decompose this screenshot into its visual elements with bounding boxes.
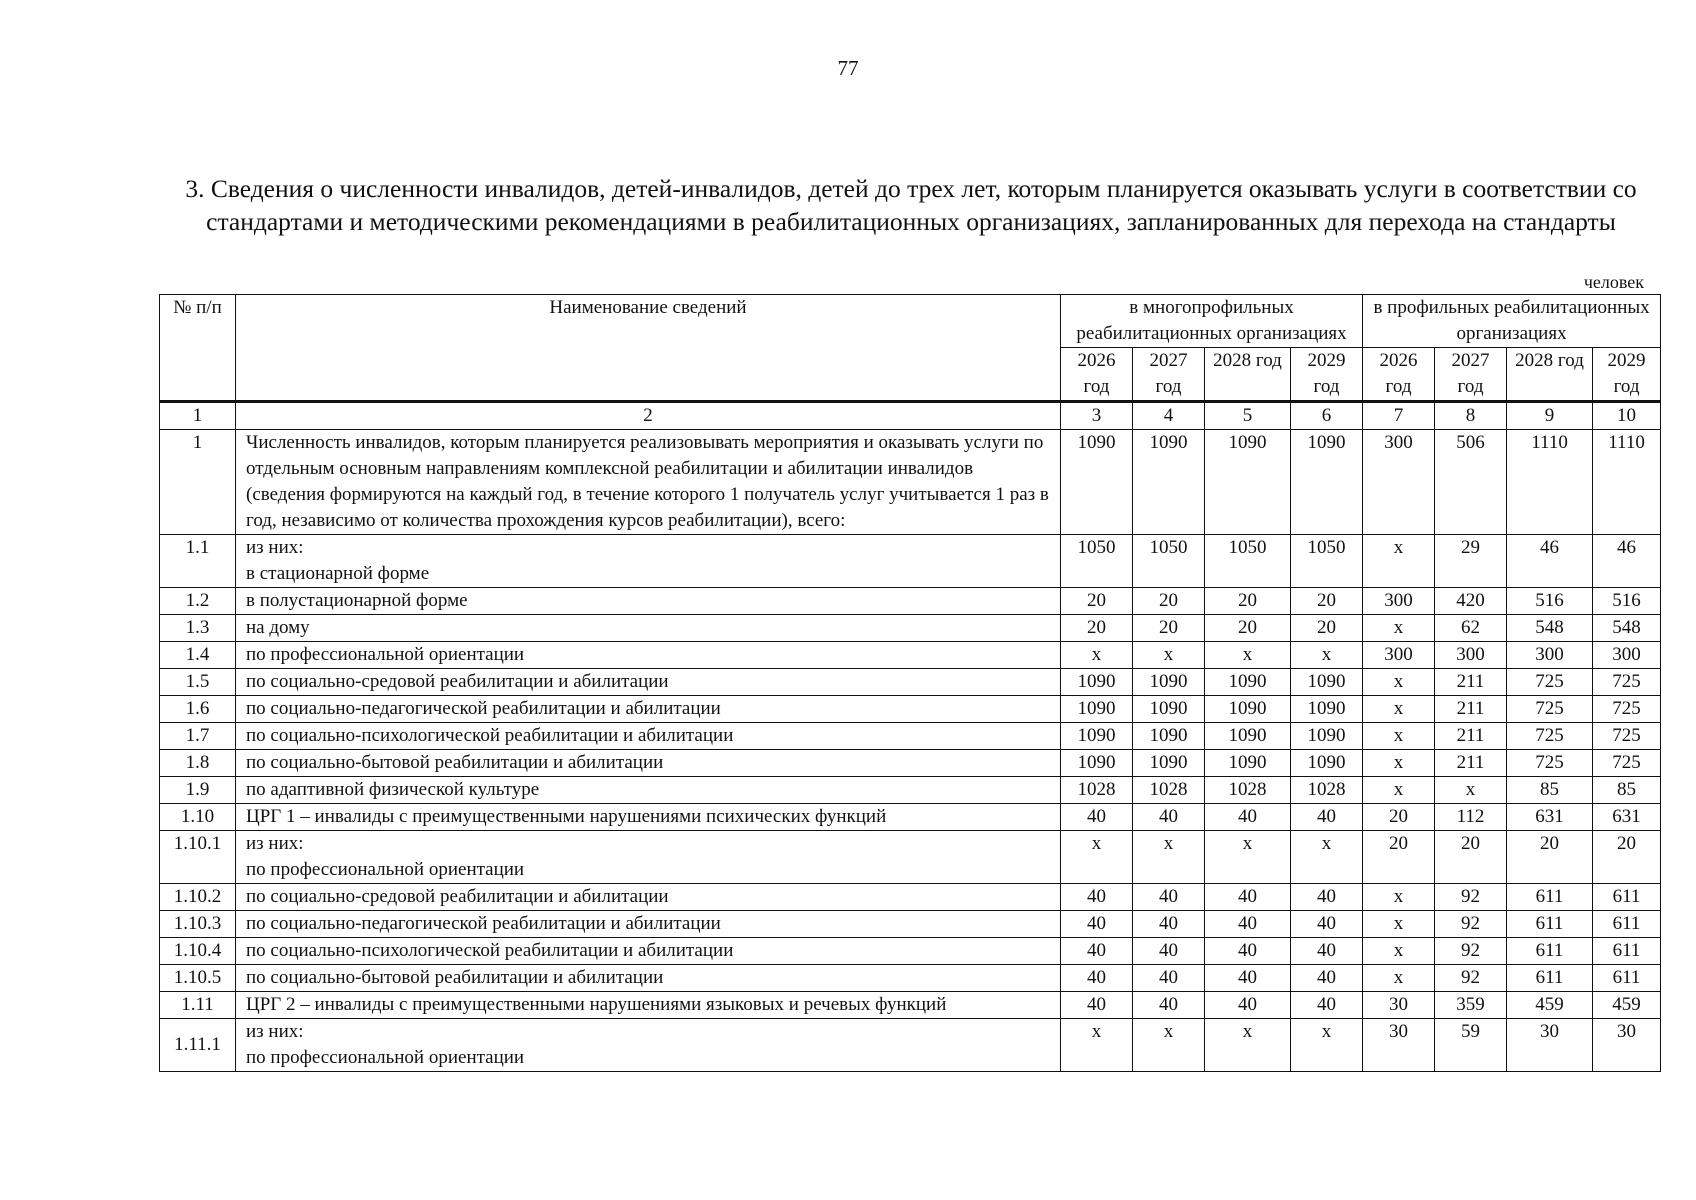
header-row-groups: [160, 295, 1661, 348]
value-cell: 20: [1061, 588, 1133, 615]
value-cell: 1090: [1205, 723, 1291, 750]
value-cell: 1090: [1061, 696, 1133, 723]
value-cell: 1090: [1205, 750, 1291, 777]
value-cell: х: [1205, 831, 1291, 884]
column-number: 9: [1507, 402, 1593, 430]
value-cell: 40: [1291, 911, 1363, 938]
header-num: № п/п: [160, 295, 236, 402]
row-name: [236, 1019, 1061, 1072]
value-cell: 725: [1593, 723, 1661, 750]
table-row: [160, 965, 1661, 992]
row-label: по социально-психологической реабилитации и абилитации: [246, 725, 734, 746]
value-cell: 1110: [1593, 430, 1661, 535]
table-row: [160, 777, 1661, 804]
value-cell: 611: [1593, 965, 1661, 992]
value-cell: 1050: [1061, 535, 1133, 588]
row-number: 1.4: [160, 642, 236, 669]
value-cell: 40: [1133, 965, 1205, 992]
table-row: [160, 938, 1661, 965]
value-cell: 85: [1507, 777, 1593, 804]
header-year: 2026 год: [1363, 348, 1435, 402]
value-cell: 40: [1205, 884, 1291, 911]
value-cell: х: [1133, 1019, 1205, 1072]
row-name: [236, 911, 1061, 938]
value-cell: 211: [1435, 696, 1507, 723]
value-cell: 20: [1291, 615, 1363, 642]
value-cell: 40: [1205, 965, 1291, 992]
value-cell: х: [1291, 642, 1363, 669]
value-cell: 40: [1205, 911, 1291, 938]
row-name: [236, 831, 1061, 884]
value-cell: 1090: [1061, 723, 1133, 750]
table-row: [160, 831, 1661, 884]
value-cell: 1050: [1205, 535, 1291, 588]
row-label: по социально-бытовой реабилитации и абилитации: [246, 967, 664, 988]
value-cell: 211: [1435, 723, 1507, 750]
value-cell: 548: [1593, 615, 1661, 642]
value-cell: 40: [1061, 992, 1133, 1019]
table-row: [160, 992, 1661, 1019]
value-cell: 1090: [1061, 750, 1133, 777]
row-name: [236, 588, 1061, 615]
row-number: 1.6: [160, 696, 236, 723]
table-row: [160, 696, 1661, 723]
value-cell: 725: [1593, 669, 1661, 696]
header-name: Наименование сведений: [236, 295, 1061, 402]
row-label: по адаптивной физической культуре: [246, 779, 540, 800]
value-cell: 1090: [1205, 430, 1291, 535]
row-label: в полустационарной форме: [246, 590, 468, 611]
row-number: 1.8: [160, 750, 236, 777]
value-cell: 20: [1507, 831, 1593, 884]
value-cell: 611: [1593, 938, 1661, 965]
value-cell: 211: [1435, 750, 1507, 777]
value-cell: 1050: [1133, 535, 1205, 588]
value-cell: 300: [1507, 642, 1593, 669]
value-cell: 1090: [1291, 696, 1363, 723]
value-cell: 20: [1593, 831, 1661, 884]
value-cell: 1050: [1291, 535, 1363, 588]
value-cell: х: [1061, 1019, 1133, 1072]
table-row: [160, 1019, 1661, 1072]
row-label: ЦРГ 1 – инвалиды с преимущественными нарушениями психических функций: [246, 806, 887, 827]
value-cell: х: [1363, 884, 1435, 911]
row-number: 1.10.1: [160, 831, 236, 884]
value-cell: 29: [1435, 535, 1507, 588]
value-cell: 611: [1593, 911, 1661, 938]
column-number: 4: [1133, 402, 1205, 430]
value-cell: х: [1363, 696, 1435, 723]
column-number: 3: [1061, 402, 1133, 430]
value-cell: х: [1061, 642, 1133, 669]
value-cell: 300: [1363, 642, 1435, 669]
value-cell: х: [1205, 1019, 1291, 1072]
value-cell: 300: [1593, 642, 1661, 669]
value-cell: 40: [1291, 938, 1363, 965]
row-label: по социально-педагогической реабилитации и абилитации: [246, 698, 721, 719]
row-name: [236, 750, 1061, 777]
value-cell: 1090: [1133, 669, 1205, 696]
value-cell: 112: [1435, 804, 1507, 831]
value-cell: 40: [1133, 992, 1205, 1019]
value-cell: 92: [1435, 911, 1507, 938]
value-cell: 40: [1061, 804, 1133, 831]
value-cell: 40: [1291, 884, 1363, 911]
table-row: [160, 884, 1661, 911]
value-cell: 30: [1363, 1019, 1435, 1072]
row-name: [236, 535, 1061, 588]
header-group-multiprofile: в многопрофильных реабилитационных организациях: [1061, 295, 1363, 348]
value-cell: 516: [1507, 588, 1593, 615]
value-cell: 46: [1593, 535, 1661, 588]
row-label: по профессиональной ориентации: [246, 1047, 525, 1068]
column-number: 10: [1593, 402, 1661, 430]
table-row: [160, 615, 1661, 642]
table-row: [160, 750, 1661, 777]
row-label: ЦРГ 2 – инвалиды с преимущественными нарушениями языковых и речевых функций: [246, 994, 947, 1015]
value-cell: 611: [1507, 911, 1593, 938]
row-number: 1.9: [160, 777, 236, 804]
table-row: [160, 642, 1661, 669]
row-name: [236, 777, 1061, 804]
value-cell: 20: [1133, 615, 1205, 642]
value-cell: 1028: [1133, 777, 1205, 804]
header-year: 2026 год: [1061, 348, 1133, 402]
row-number: 1.5: [160, 669, 236, 696]
value-cell: 631: [1593, 804, 1661, 831]
value-cell: 20: [1205, 615, 1291, 642]
value-cell: 92: [1435, 884, 1507, 911]
value-cell: 1090: [1291, 669, 1363, 696]
row-prefix: из них:: [246, 833, 304, 854]
value-cell: 40: [1133, 884, 1205, 911]
row-label: по социально-педагогической реабилитации и абилитации: [246, 913, 721, 934]
row-label: по социально-психологической реабилитации и абилитации: [246, 940, 734, 961]
value-cell: 1090: [1061, 430, 1133, 535]
column-number: 2: [236, 402, 1061, 430]
value-cell: 62: [1435, 615, 1507, 642]
value-cell: 40: [1133, 804, 1205, 831]
header-row-column-numbers: [160, 402, 1661, 430]
row-label: по профессиональной ориентации: [246, 859, 525, 880]
value-cell: 30: [1363, 992, 1435, 1019]
value-cell: 40: [1061, 884, 1133, 911]
value-cell: 40: [1205, 992, 1291, 1019]
value-cell: 725: [1593, 696, 1661, 723]
value-cell: 85: [1593, 777, 1661, 804]
value-cell: х: [1363, 535, 1435, 588]
row-name: [236, 615, 1061, 642]
value-cell: 725: [1507, 723, 1593, 750]
row-number: 1: [160, 430, 236, 535]
value-cell: 548: [1507, 615, 1593, 642]
value-cell: 40: [1133, 938, 1205, 965]
unit-label: человек: [1583, 272, 1644, 292]
value-cell: 300: [1363, 430, 1435, 535]
row-label: по социально-средовой реабилитации и абилитации: [246, 886, 669, 907]
column-number: 8: [1435, 402, 1507, 430]
value-cell: 1090: [1205, 696, 1291, 723]
value-cell: х: [1291, 1019, 1363, 1072]
value-cell: 40: [1291, 965, 1363, 992]
value-cell: 20: [1291, 588, 1363, 615]
document-title: 3. Сведения о численности инвалидов, детей-инвалидов, детей до трех лет, которым планируется оказывать услуги в соответствии со стандартами и методическими рекомендациями в реабилитационных организациях, запланированных для перехода на стандарты: [185, 174, 1637, 236]
value-cell: х: [1363, 911, 1435, 938]
value-cell: 40: [1061, 938, 1133, 965]
row-label: Численность инвалидов, которым планируется реализовывать мероприятия и оказывать услуги по отдельным основным направлениям комплексной реабилитации и абилитации инвалидов (сведения формируются на каждый год, в течение которого 1 получатель услуг учитывается 1 раз в год, независимо от количества прохождения курсов реабилитации), всего:: [246, 432, 1049, 531]
value-cell: 30: [1507, 1019, 1593, 1072]
row-label: по социально-бытовой реабилитации и абилитации: [246, 752, 664, 773]
row-number: 1.10.5: [160, 965, 236, 992]
header-year: 2029 год: [1593, 348, 1661, 402]
row-number: 1.3: [160, 615, 236, 642]
value-cell: 1090: [1133, 723, 1205, 750]
value-cell: х: [1363, 615, 1435, 642]
value-cell: 611: [1507, 965, 1593, 992]
value-cell: 516: [1593, 588, 1661, 615]
table-row: [160, 723, 1661, 750]
row-number: 1.10.3: [160, 911, 236, 938]
value-cell: 1028: [1061, 777, 1133, 804]
value-cell: 1028: [1291, 777, 1363, 804]
row-name: [236, 696, 1061, 723]
row-prefix: из них:: [246, 537, 304, 558]
row-label: по социально-средовой реабилитации и абилитации: [246, 671, 669, 692]
column-number: 1: [160, 402, 236, 430]
value-cell: 1090: [1133, 750, 1205, 777]
value-cell: 611: [1507, 938, 1593, 965]
data-table: [159, 294, 1661, 1072]
value-cell: 420: [1435, 588, 1507, 615]
value-cell: 725: [1507, 750, 1593, 777]
row-label: по профессиональной ориентации: [246, 644, 525, 665]
row-number: 1.7: [160, 723, 236, 750]
value-cell: х: [1363, 777, 1435, 804]
value-cell: 20: [1133, 588, 1205, 615]
value-cell: 40: [1205, 804, 1291, 831]
value-cell: 359: [1435, 992, 1507, 1019]
header-year: 2028 год: [1507, 348, 1593, 402]
value-cell: 1090: [1061, 669, 1133, 696]
value-cell: 611: [1507, 884, 1593, 911]
value-cell: 20: [1363, 804, 1435, 831]
row-name: [236, 992, 1061, 1019]
value-cell: 40: [1291, 992, 1363, 1019]
value-cell: 1028: [1205, 777, 1291, 804]
value-cell: 92: [1435, 938, 1507, 965]
column-number: 5: [1205, 402, 1291, 430]
value-cell: х: [1133, 642, 1205, 669]
row-label: в стационарной форме: [246, 563, 430, 584]
value-cell: 725: [1507, 669, 1593, 696]
value-cell: 1110: [1507, 430, 1593, 535]
row-number: 1.11.1: [160, 1019, 236, 1072]
row-name: [236, 938, 1061, 965]
value-cell: х: [1205, 642, 1291, 669]
table-row: [160, 535, 1661, 588]
value-cell: 631: [1507, 804, 1593, 831]
row-number: 1.11: [160, 992, 236, 1019]
row-name: [236, 669, 1061, 696]
value-cell: 59: [1435, 1019, 1507, 1072]
value-cell: 40: [1061, 911, 1133, 938]
header-year: 2029 год: [1291, 348, 1363, 402]
row-name: [236, 430, 1061, 535]
row-label: на дому: [246, 617, 310, 638]
row-number: 1.10: [160, 804, 236, 831]
value-cell: 1090: [1133, 696, 1205, 723]
header-year: 2027 год: [1435, 348, 1507, 402]
value-cell: 40: [1291, 804, 1363, 831]
value-cell: х: [1435, 777, 1507, 804]
value-cell: 20: [1363, 831, 1435, 884]
value-cell: 20: [1435, 831, 1507, 884]
value-cell: 506: [1435, 430, 1507, 535]
value-cell: 20: [1205, 588, 1291, 615]
table-row: [160, 430, 1661, 535]
value-cell: 725: [1507, 696, 1593, 723]
row-name: [236, 723, 1061, 750]
table-row: [160, 588, 1661, 615]
row-number: 1.2: [160, 588, 236, 615]
row-name: [236, 965, 1061, 992]
row-number: 1.10.4: [160, 938, 236, 965]
value-cell: 725: [1593, 750, 1661, 777]
value-cell: х: [1363, 965, 1435, 992]
row-prefix: из них:: [246, 1021, 304, 1042]
value-cell: 40: [1205, 938, 1291, 965]
value-cell: 611: [1593, 884, 1661, 911]
value-cell: 1090: [1291, 430, 1363, 535]
value-cell: х: [1133, 831, 1205, 884]
value-cell: х: [1061, 831, 1133, 884]
header-year: 2028 год: [1205, 348, 1291, 402]
value-cell: х: [1363, 938, 1435, 965]
header-group-profile: в профильных реабилитационных организациях: [1363, 295, 1661, 348]
row-name: [236, 642, 1061, 669]
value-cell: 40: [1133, 911, 1205, 938]
value-cell: х: [1291, 831, 1363, 884]
table-row: [160, 669, 1661, 696]
value-cell: 1090: [1133, 430, 1205, 535]
value-cell: 20: [1061, 615, 1133, 642]
table-body: [160, 430, 1661, 1072]
page-number: 77: [837, 56, 859, 80]
value-cell: 1090: [1291, 723, 1363, 750]
value-cell: 40: [1061, 965, 1133, 992]
header-year: 2027 год: [1133, 348, 1205, 402]
value-cell: х: [1363, 750, 1435, 777]
value-cell: 300: [1435, 642, 1507, 669]
value-cell: 1090: [1291, 750, 1363, 777]
value-cell: 459: [1593, 992, 1661, 1019]
table-row: [160, 804, 1661, 831]
column-number: 7: [1363, 402, 1435, 430]
value-cell: 46: [1507, 535, 1593, 588]
row-number: 1.1: [160, 535, 236, 588]
column-number: 6: [1291, 402, 1363, 430]
value-cell: 459: [1507, 992, 1593, 1019]
value-cell: х: [1363, 669, 1435, 696]
value-cell: 30: [1593, 1019, 1661, 1072]
table-row: [160, 911, 1661, 938]
row-name: [236, 884, 1061, 911]
value-cell: 211: [1435, 669, 1507, 696]
value-cell: 92: [1435, 965, 1507, 992]
row-name: [236, 804, 1061, 831]
value-cell: 1090: [1205, 669, 1291, 696]
row-number: 1.10.2: [160, 884, 236, 911]
value-cell: 300: [1363, 588, 1435, 615]
value-cell: х: [1363, 723, 1435, 750]
